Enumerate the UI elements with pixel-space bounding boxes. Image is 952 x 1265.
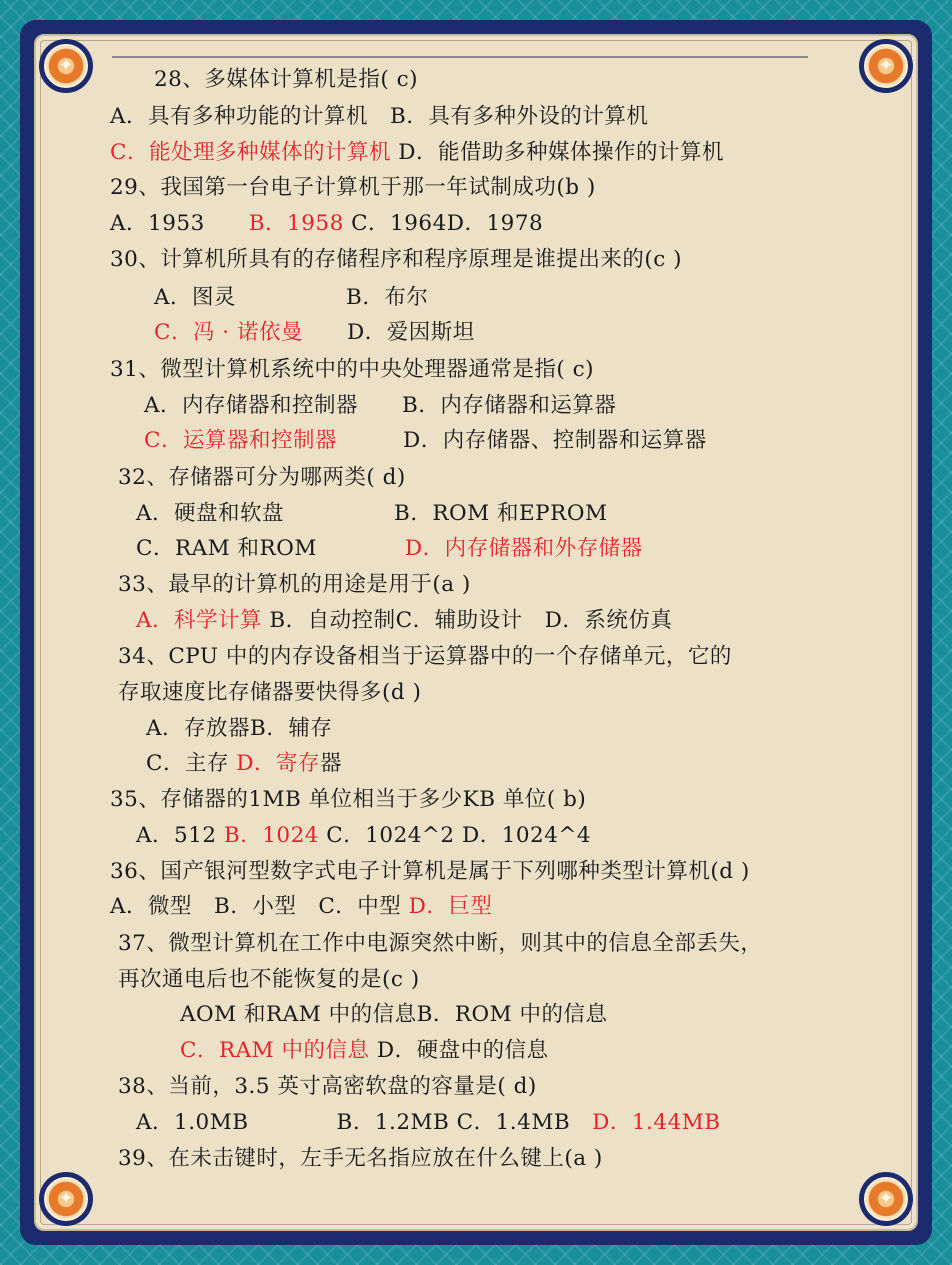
question-text: A．512 xyxy=(136,823,224,848)
question-line xyxy=(118,460,406,491)
question-line xyxy=(136,1105,721,1136)
question-text: D．爱因斯坦 xyxy=(302,320,475,345)
question-text: 35、存储器的1MB 单位相当于多少KB 单位( b) xyxy=(110,787,587,812)
question-text: D．内存储器、控制器和运算器 xyxy=(336,428,707,453)
question-line xyxy=(154,315,475,346)
question-text: A．内存储器和控制器 B．内存储器和运算器 xyxy=(144,393,617,418)
question-line xyxy=(136,818,591,849)
question-line xyxy=(180,1033,549,1064)
top-rule xyxy=(112,56,808,58)
question-text: 37、微型计算机在工作中电源突然中断，则其中的信息全部丢失， xyxy=(118,931,763,956)
question-text: D．硬盘中的信息 xyxy=(369,1038,549,1063)
question-text: 28、多媒体计算机是指( c) xyxy=(154,67,419,92)
answer-text: C．RAM 中的信息 xyxy=(180,1038,370,1063)
question-line xyxy=(146,711,332,742)
question-line xyxy=(118,567,471,598)
question-line xyxy=(180,997,608,1028)
answer-text: C．能处理多种媒体的计算机 xyxy=(110,140,391,165)
answer-text: D．巨型 xyxy=(408,894,493,919)
question-text: A．1953 xyxy=(110,211,249,236)
question-text: A．存放器B．辅存 xyxy=(146,716,333,741)
question-line xyxy=(118,1141,603,1172)
answer-text: D．1.44MB xyxy=(592,1110,721,1135)
answer-text: B．1958 xyxy=(248,211,344,236)
answer-text: C．运算器和控制器 xyxy=(144,428,337,453)
question-text: C．1964D．1978 xyxy=(343,211,544,236)
question-line xyxy=(136,603,672,634)
question-text: 31、微型计算机系统中的中央处理器通常是指( c) xyxy=(110,357,595,382)
question-line xyxy=(110,99,648,130)
question-text: 39、在未击键时，左手无名指应放在什么键上(a ) xyxy=(118,1146,603,1171)
question-text: C．RAM 和ROM xyxy=(136,536,405,561)
corner-medallion-icon: ✦ xyxy=(859,1172,913,1226)
question-text: AOM 和RAM 中的信息B．ROM 中的信息 xyxy=(180,1002,608,1027)
question-text: 36、国产银河型数字式电子计算机是属于下列哪种类型计算机(d ) xyxy=(110,859,750,884)
question-text: A．微型 B．小型 C．中型 xyxy=(110,894,409,919)
question-text: A．1.0MB B．1.2MB C．1.4MB xyxy=(136,1110,593,1135)
question-line xyxy=(110,170,596,201)
question-line xyxy=(146,746,342,777)
question-text: 29、我国第一台电子计算机于那一年试制成功(b ) xyxy=(110,175,596,200)
question-line xyxy=(136,496,607,527)
question-line xyxy=(118,675,421,706)
question-text: 34、CPU 中的内存设备相当于运算器中的一个存储单元，它的 xyxy=(118,644,732,669)
question-line xyxy=(118,962,420,993)
answer-text: D．内存储器和外存储器 xyxy=(404,536,643,561)
question-line xyxy=(154,280,428,311)
question-text: A．硬盘和软盘 B．ROM 和EPROM xyxy=(136,501,608,526)
question-text: 存取速度比存储器要快得多(d ) xyxy=(118,680,422,705)
answer-text: D．寄存 xyxy=(236,751,321,776)
question-line xyxy=(110,854,750,885)
answer-text: B．1024 xyxy=(223,823,319,848)
answer-text: A．科学计算 xyxy=(136,608,263,633)
question-line xyxy=(118,1069,537,1100)
question-text: A．图灵 B．布尔 xyxy=(154,285,429,310)
question-line xyxy=(110,782,586,813)
question-text: D．能借助多种媒体操作的计算机 xyxy=(390,140,725,165)
question-line xyxy=(118,926,762,957)
question-text: 38、当前，3.5 英寸高密软盘的容量是( d) xyxy=(118,1074,537,1099)
question-line xyxy=(154,62,418,93)
question-text: 33、最早的计算机的用途是用于(a ) xyxy=(118,572,471,597)
corner-medallion-icon: ✦ xyxy=(39,1172,93,1226)
question-text: C．主存 xyxy=(146,751,237,776)
question-line xyxy=(144,388,616,419)
question-text: 32、存储器可分为哪两类( d) xyxy=(118,465,406,490)
question-text: A．具有多种功能的计算机 B．具有多种外设的计算机 xyxy=(110,104,649,129)
question-text: 再次通电后也不能恢复的是(c ) xyxy=(118,967,420,992)
question-line xyxy=(110,889,492,920)
question-line xyxy=(110,135,724,166)
question-line xyxy=(110,352,594,383)
question-text: 器 xyxy=(320,751,343,776)
answer-text: C．冯 · 诺依曼 xyxy=(154,320,303,345)
question-line xyxy=(118,639,732,670)
corner-medallion-icon: ✦ xyxy=(859,39,913,93)
corner-medallion-icon: ✦ xyxy=(39,39,93,93)
question-text: 30、计算机所具有的存储程序和程序原理是谁提出来的(c ) xyxy=(110,247,683,272)
question-text: C．1024^2 D．1024^4 xyxy=(318,823,592,848)
question-line xyxy=(136,531,643,562)
question-line xyxy=(144,423,707,454)
question-line xyxy=(110,206,543,237)
question-line xyxy=(110,242,682,273)
question-text: B．自动控制C．辅助设计 D．系统仿真 xyxy=(262,608,673,633)
